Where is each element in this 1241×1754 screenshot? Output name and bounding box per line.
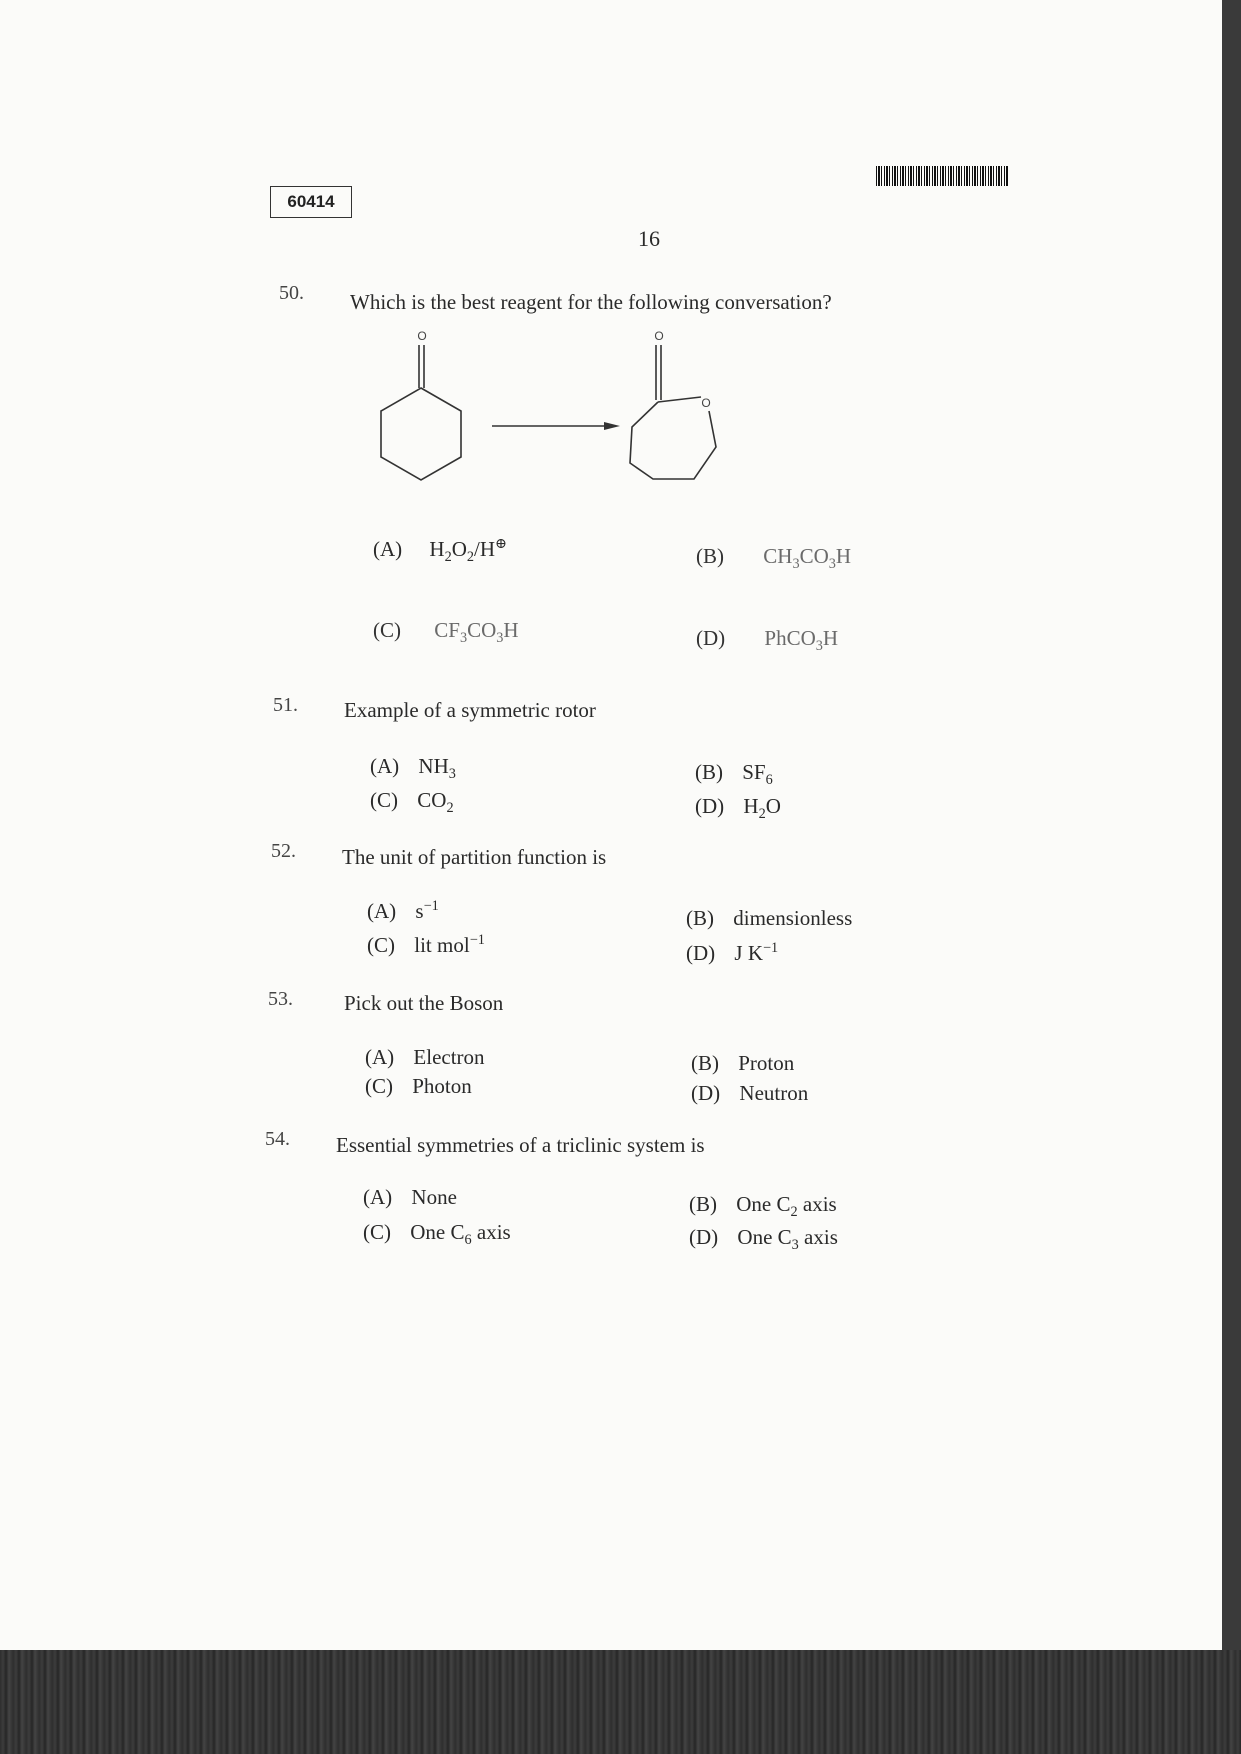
q52-option-b[interactable] (686, 906, 852, 931)
option-label: (D) (689, 1225, 719, 1249)
paper-code-box: 60414 (270, 186, 352, 218)
option-label: (D) (695, 794, 725, 818)
q51-option-c[interactable] (370, 788, 454, 817)
question-50-number: 50. (279, 282, 304, 304)
q53-option-a[interactable] (365, 1045, 485, 1070)
q50-option-c[interactable] (373, 618, 519, 647)
option-value: $H_2O$ (743, 794, 781, 823)
option-value: One $C_2$ axis (736, 1192, 837, 1221)
option-value: Photon (412, 1074, 472, 1098)
option-label: (A) (367, 899, 397, 923)
q50-option-b[interactable] (696, 544, 851, 573)
q54-option-a[interactable] (363, 1185, 457, 1210)
reaction-arrow (492, 422, 620, 430)
option-value: Proton (738, 1051, 795, 1075)
option-label: (C) (365, 1074, 393, 1098)
option-value: One $C_6$ axis (410, 1220, 511, 1249)
scanner-edge (0, 1650, 1241, 1754)
page-number: 16 (638, 226, 660, 251)
q53-option-b[interactable] (691, 1051, 794, 1076)
question-53-number: 53. (268, 988, 293, 1010)
option-value: $SF_6$ (742, 760, 773, 789)
q52-option-c[interactable] (367, 932, 485, 958)
option-value: $NH_3$ (418, 754, 456, 783)
q50-option-a[interactable] (373, 536, 507, 566)
option-label: (A) (363, 1185, 393, 1209)
option-label: (B) (686, 906, 714, 930)
option-label: (D) (691, 1081, 721, 1105)
option-value: J $K^{-1}$ (734, 940, 779, 965)
option-label: (C) (370, 788, 398, 812)
option-label: (D) (696, 626, 726, 650)
option-value: $CO_2$ (417, 788, 454, 817)
caprolactone-structure (630, 345, 716, 479)
option-label: (A) (373, 537, 403, 561)
cyclohexanone-structure (381, 345, 461, 480)
caprolactone-carbonyl-oxygen-label: O (654, 329, 664, 343)
q52-option-a[interactable] (367, 898, 439, 924)
option-value: Neutron (739, 1081, 809, 1105)
question-54-text: Essential symmetries of a triclinic system is (336, 1133, 705, 1157)
option-label: (B) (691, 1051, 719, 1075)
q53-option-c[interactable] (365, 1074, 472, 1099)
barcode (876, 166, 1008, 186)
option-value: $s^{-1}$ (415, 898, 439, 923)
q50-option-d[interactable] (696, 626, 838, 655)
question-51-text: Example of a symmetric rotor (344, 698, 596, 722)
question-53-text: Pick out the Boson (344, 991, 504, 1015)
option-label: (C) (373, 618, 401, 642)
q51-option-b[interactable] (695, 760, 773, 789)
option-value: dimensionless (733, 906, 853, 930)
option-value: lit mol$^{-1}$ (414, 932, 485, 957)
question-50-text: Which is the best reagent for the following conversation? (350, 290, 832, 314)
cyclohexanone-oxygen-label: O (417, 329, 427, 343)
option-value: $CF_3CO_3H$ (434, 618, 519, 647)
option-label: (B) (696, 544, 724, 568)
option-value: $H_2O_2/H^\oplus$ (429, 536, 507, 566)
option-label: (B) (689, 1192, 717, 1216)
reaction-diagram (370, 325, 780, 495)
q51-option-d[interactable] (695, 794, 781, 823)
q52-option-d[interactable] (686, 940, 778, 966)
question-54-number: 54. (265, 1128, 290, 1150)
q54-option-c[interactable] (363, 1220, 511, 1249)
option-value: Electron (413, 1045, 485, 1069)
q54-option-b[interactable] (689, 1192, 837, 1221)
q53-option-d[interactable] (691, 1081, 808, 1106)
option-value: One $C_3$ axis (737, 1225, 838, 1254)
q51-option-a[interactable] (370, 754, 456, 783)
question-52-text: The unit of partition function is (342, 845, 607, 869)
option-label: (C) (363, 1220, 391, 1244)
option-label: (B) (695, 760, 723, 784)
option-label: (D) (686, 941, 716, 965)
option-label: (C) (367, 933, 395, 957)
caprolactone-ring-oxygen-label: O (701, 396, 711, 410)
option-value: PhCO$_3$H (764, 626, 839, 655)
option-label: (A) (365, 1045, 395, 1069)
question-51-number: 51. (273, 694, 298, 716)
question-52-number: 52. (271, 840, 296, 862)
option-value: $CH_3CO_3H$ (763, 544, 852, 573)
option-label: (A) (370, 754, 400, 778)
option-value: None (411, 1185, 457, 1209)
q54-option-d[interactable] (689, 1225, 838, 1254)
